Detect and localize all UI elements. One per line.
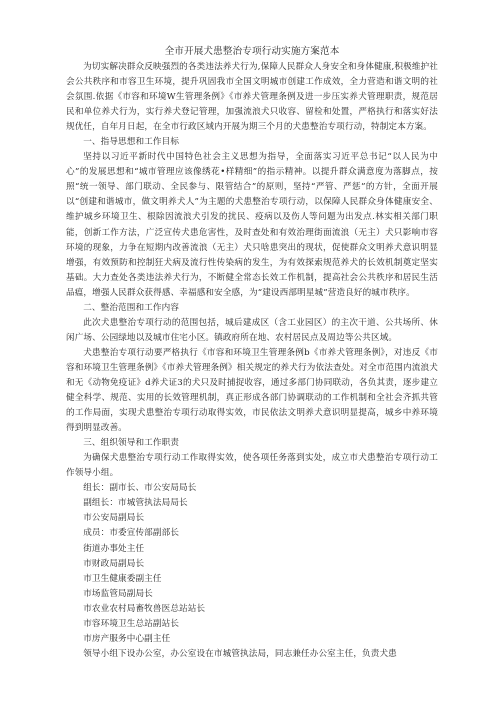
member-line: 市场监管局副局长	[83, 588, 153, 599]
body-paragraph: 此次犬患整治专项行动的范围包括，城后建成区（含工业园区）的主次干道、公共场所、休闲广场、公园绿地以及城市住宅小区。镇政府所在地、农村居民点及周边等公共区域。	[66, 317, 438, 343]
section-heading: 二、整治范围和工作内容	[83, 302, 180, 313]
section-heading: 一、指导思想和工作目标	[83, 137, 180, 148]
section-heading: 三、组织领导和工作职责	[83, 438, 180, 449]
body-paragraph: 坚持以习近平新时代中国特色社会主义思想为指导，全面落实习近平总书记“以人民为中心”的发展思想和“城市管理应该像绣花•样精细”的指示精神。以提升群众满意度为落脚点，按照“统一领导、部门联动、全民参与、限管结合”的原则，坚持“严管、严惩”的方针，全面开展以“创建和谐城市，做文明养犬人”为主题的犬患整治专项行动，以保障人民群众身体健康安全、维护城乡环境卫生、根除因流浪犬引发的扰民、疫病以及伤人等问题为出发点.林实相关部门职能，创新工作方法，广泛宣传犬患危害性，及时查处和有效治理街面流浪（无主）犬只影响市容环境的现象，力争在短期内改善流浪（无主）犬只啥患突出的现状，促使群众文明养犬意识明显增强，有效预防和控制狂犬病及流行性传染病的发生，为有效探索规范养犬的长效机制奠定坚实基础。大力查处各类违法养犬行为，不断健全常态长效工作机制，提高社会公共秩序和居民生活品瘟，增强人民群众获得感、幸福感和安全感，为“建设西部明星城”营造良好的城市秩序。	[66, 152, 438, 298]
member-line: 成员：市委宣传部副部长	[83, 528, 180, 539]
member-line: 街道办事处主任	[83, 543, 145, 554]
member-line: 市房产服务中心副主任	[83, 633, 171, 644]
intro-paragraph: 为切实解决群众反映强烈的各类违法养犬行为,保障人民群众人身安全和身体健康,积极维护社会公共秩序和市容卫生环境，提升巩固我市全国文明城市创建工作成效，全力营造和谐文明的社会氛围.依据《市容和环境W生管理条例》《市养犬管理条例及进一步压实养犬管理职责，规范居民和单位养犬行为，实行养犬登记管理，加强流浪犬只收容、留检和处置，严格执行和落实好法规优任，自年月日起，在全市行政区域内开展为期三个月的犬患整治专项行动，特制定本方案。	[66, 62, 438, 133]
member-list	[66, 481, 438, 662]
member-line: 副组长：市城管执法局局长	[83, 498, 188, 509]
member-line: 市公安局副局长	[83, 513, 145, 524]
member-line: 组长：副市长、市公安局局长	[83, 483, 197, 494]
closing-line: 领导小组下设办公室，办公室设在市城管执法局，同志兼任办公室主任，负责犬患	[83, 648, 397, 659]
member-line: 市农业农村局畜牧兽医总站站长	[83, 603, 206, 614]
body-paragraph: 犬患整治专项行动要严格执行《市容和环境卫生管理条例b《市养犬管理条例》，对违反《市容和环境卫生管理条例》《市养犬管理条例》相关规定的养犬行为依法查处。对全市范围内流浪犬和无《动物免疫证》d养犬证3的犬只及时捕捉收容，通过多部门协同联动，各负其责，逐步建立健全科学、规范、实用的长效管理机制，真正形成各部门协调联动的工作机制和全社会齐抓共管的工作局面，实现犬患整治专项行动取得实效，市民依法文明养犬意识明显提高，城乡中养环境得到明显改善。	[66, 347, 438, 434]
document-body	[66, 44, 438, 662]
member-line: 市财政局副局长	[83, 558, 145, 569]
member-line: 市容环境卫生总站副站长	[83, 618, 180, 629]
member-line: 市卫生健康委副主任	[83, 573, 162, 584]
document-title: 全市开展犬患整治专项行动实施方案范本	[164, 46, 340, 57]
body-paragraph: 为确保犬患整治专项行动工作取得实效，使各项任务落到实处，成立市犬患整治专项行动工作领导小组。	[66, 453, 438, 479]
